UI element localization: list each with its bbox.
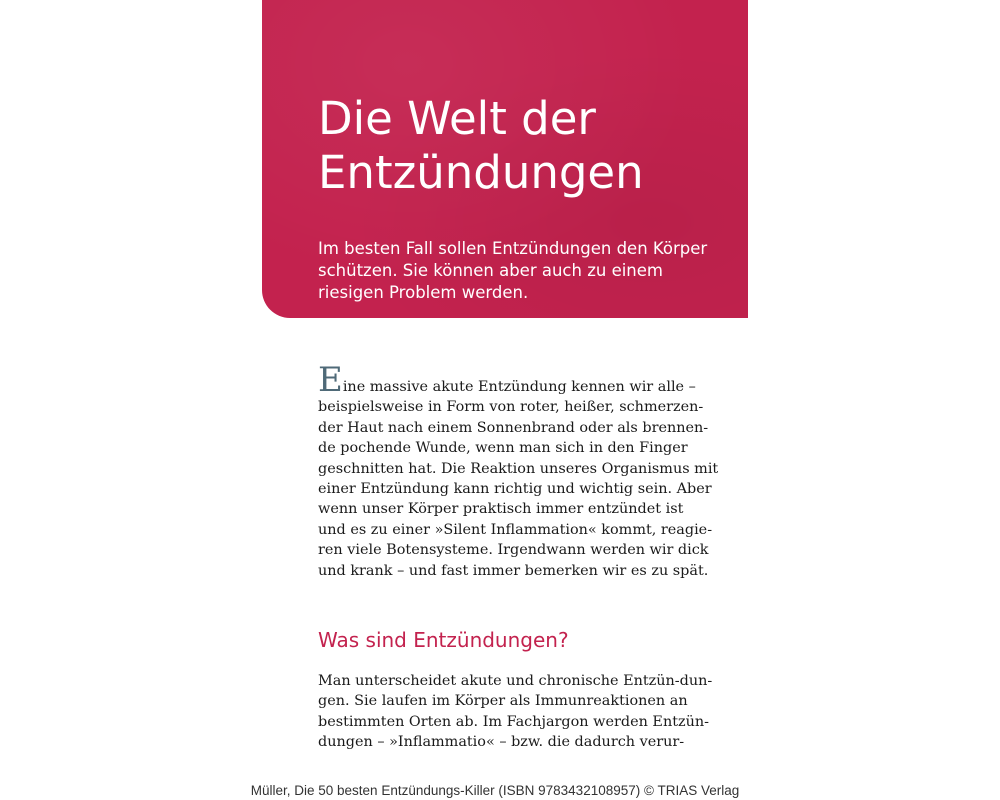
paragraph-line: dungen – »Inflammatio« – bzw. die dadurch verur- <box>318 734 685 751</box>
paragraph-line: bestimmten Orten ab. Im Fachjargon werden Entzün- <box>318 713 709 730</box>
drop-cap: E <box>318 360 343 400</box>
section-heading: Was sind Entzündungen? <box>318 628 569 652</box>
paragraph-line: wenn unser Körper praktisch immer entzündet ist <box>318 501 684 518</box>
paragraph-line: ren viele Botensysteme. Irgendwann werden wir dick <box>318 542 709 559</box>
paragraph-line: und es zu einer »Silent Inflammation« kommt, reagie- <box>318 521 713 538</box>
chapter-title-line-1: Die Welt der <box>318 92 596 145</box>
citation-text: Müller, Die 50 besten Entzündungs-Killer (ISBN 9783432108957) © TRIAS Verlag <box>250 783 740 798</box>
chapter-title-line-2: Entzündungen <box>318 146 644 199</box>
chapter-intro <box>318 238 728 304</box>
paragraph-line: der Haut nach einem Sonnenbrand oder als brennen- <box>318 419 709 436</box>
paragraph-line: gen. Sie laufen im Körper als Immunreaktionen an <box>318 693 688 710</box>
paragraph-line: geschnitten hat. Die Reaktion unseres Organismus mit <box>318 460 719 477</box>
paragraph-line: einer Entzündung kann richtig und wichtig sein. Aber <box>318 481 712 498</box>
chapter-intro-line: schützen. Sie können aber auch zu einem <box>318 261 663 280</box>
citation-footer <box>0 782 1000 800</box>
paragraph-line <box>318 360 718 400</box>
chapter-intro-line: Im besten Fall sollen Entzündungen den Körper <box>318 239 708 258</box>
paragraph-line: Man unterscheidet akute und chronische Entzün-dun- <box>318 673 713 689</box>
paragraph-line: beispielsweise in Form von roter, heißer, schmerzen- <box>318 399 704 416</box>
book-page <box>262 0 748 760</box>
chapter-banner <box>262 0 748 318</box>
section-paragraph <box>318 671 718 753</box>
first-line-text: ine massive akute Entzündung kennen wir alle – <box>342 379 696 395</box>
chapter-intro-line: riesigen Problem werden. <box>318 283 529 302</box>
intro-paragraph <box>318 360 719 581</box>
chapter-title <box>318 92 738 200</box>
paragraph-line: de pochende Wunde, wenn man sich in den Finger <box>318 440 688 457</box>
paragraph-line: und krank – und fast immer bemerken wir es zu spät. <box>318 562 709 579</box>
